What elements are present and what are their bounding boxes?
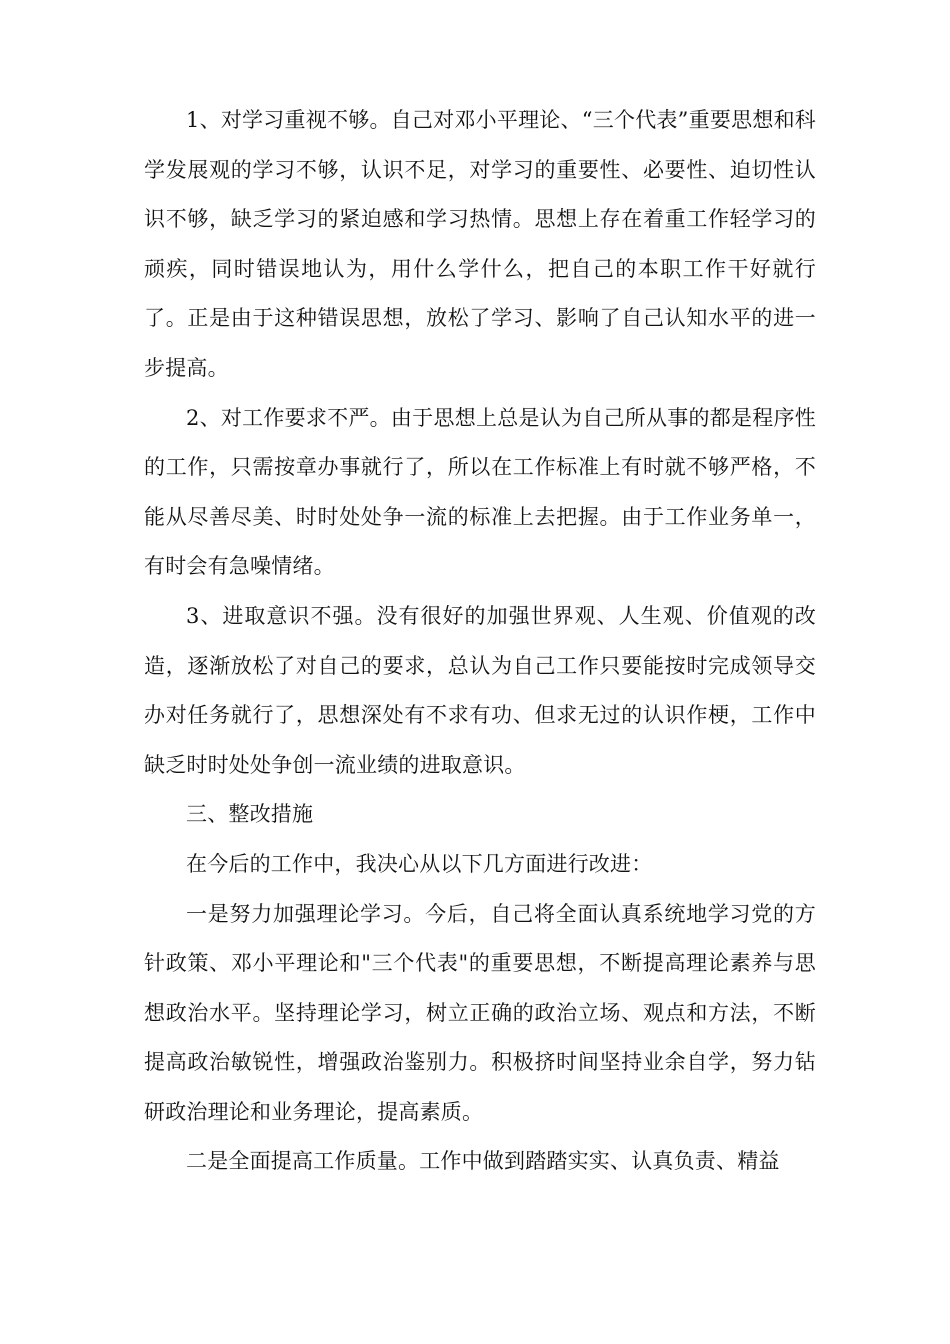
- paragraph-work-standards-issue: 2、对工作要求不严。由于思想上总是认为自己所从事的都是程序性的工作，只需按章办事就行了，所以在工作标准上有时就不够严格，不能从尽善尽美、时时处处争一流的标准上去把握。由于工作业务单一，有时会有急噪情绪。: [144, 405, 816, 579]
- paragraph-enterprise-issue: 3、进取意识不强。没有很好的加强世界观、人生观、价值观的改造，逐渐放松了对自己的要求，总认为自己工作只要能按时完成领导交办对任务就行了，思想深处有不求有功、但求无过的认识作梗，工作中缺乏时时处处争创一流业绩的进取意识。: [144, 603, 816, 777]
- paragraph-intro-improvements: 在今后的工作中，我决心从以下几方面进行改进：: [186, 851, 653, 876]
- paragraph-study-issue: 1、对学习重视不够。自己对邓小平理论、“三个代表”重要思想和科学发展观的学习不够，认识不足，对学习的重要性、必要性、迫切性认识不够，缺乏学习的紧迫感和学习热情。思想上存在着重工作轻学习的顽疾，同时错误地认为，用什么学什么，把自己的本职工作干好就行了。正是由于这种错误思想，放松了学习、影响了自己认知水平的进一步提高。: [144, 108, 816, 380]
- paragraph-measure-work-quality: 二是全面提高工作质量。工作中做到踏踏实实、认真负责、精益: [186, 1149, 780, 1174]
- section-heading-rectification: 三、整改措施: [186, 802, 314, 827]
- paragraph-measure-theory-study: 一是努力加强理论学习。今后，自己将全面认真系统地学习党的方针政策、邓小平理论和"三个代表"的重要思想，不断提高理论素养与思想政治水平。坚持理论学习，树立正确的政治立场、观点和方法，不断提高政治敏锐性，增强政治鉴别力。积极挤时间坚持业余自学，努力钻研政治理论和业务理论，提高素质。: [144, 901, 816, 1124]
- document-body: [144, 96, 816, 1187]
